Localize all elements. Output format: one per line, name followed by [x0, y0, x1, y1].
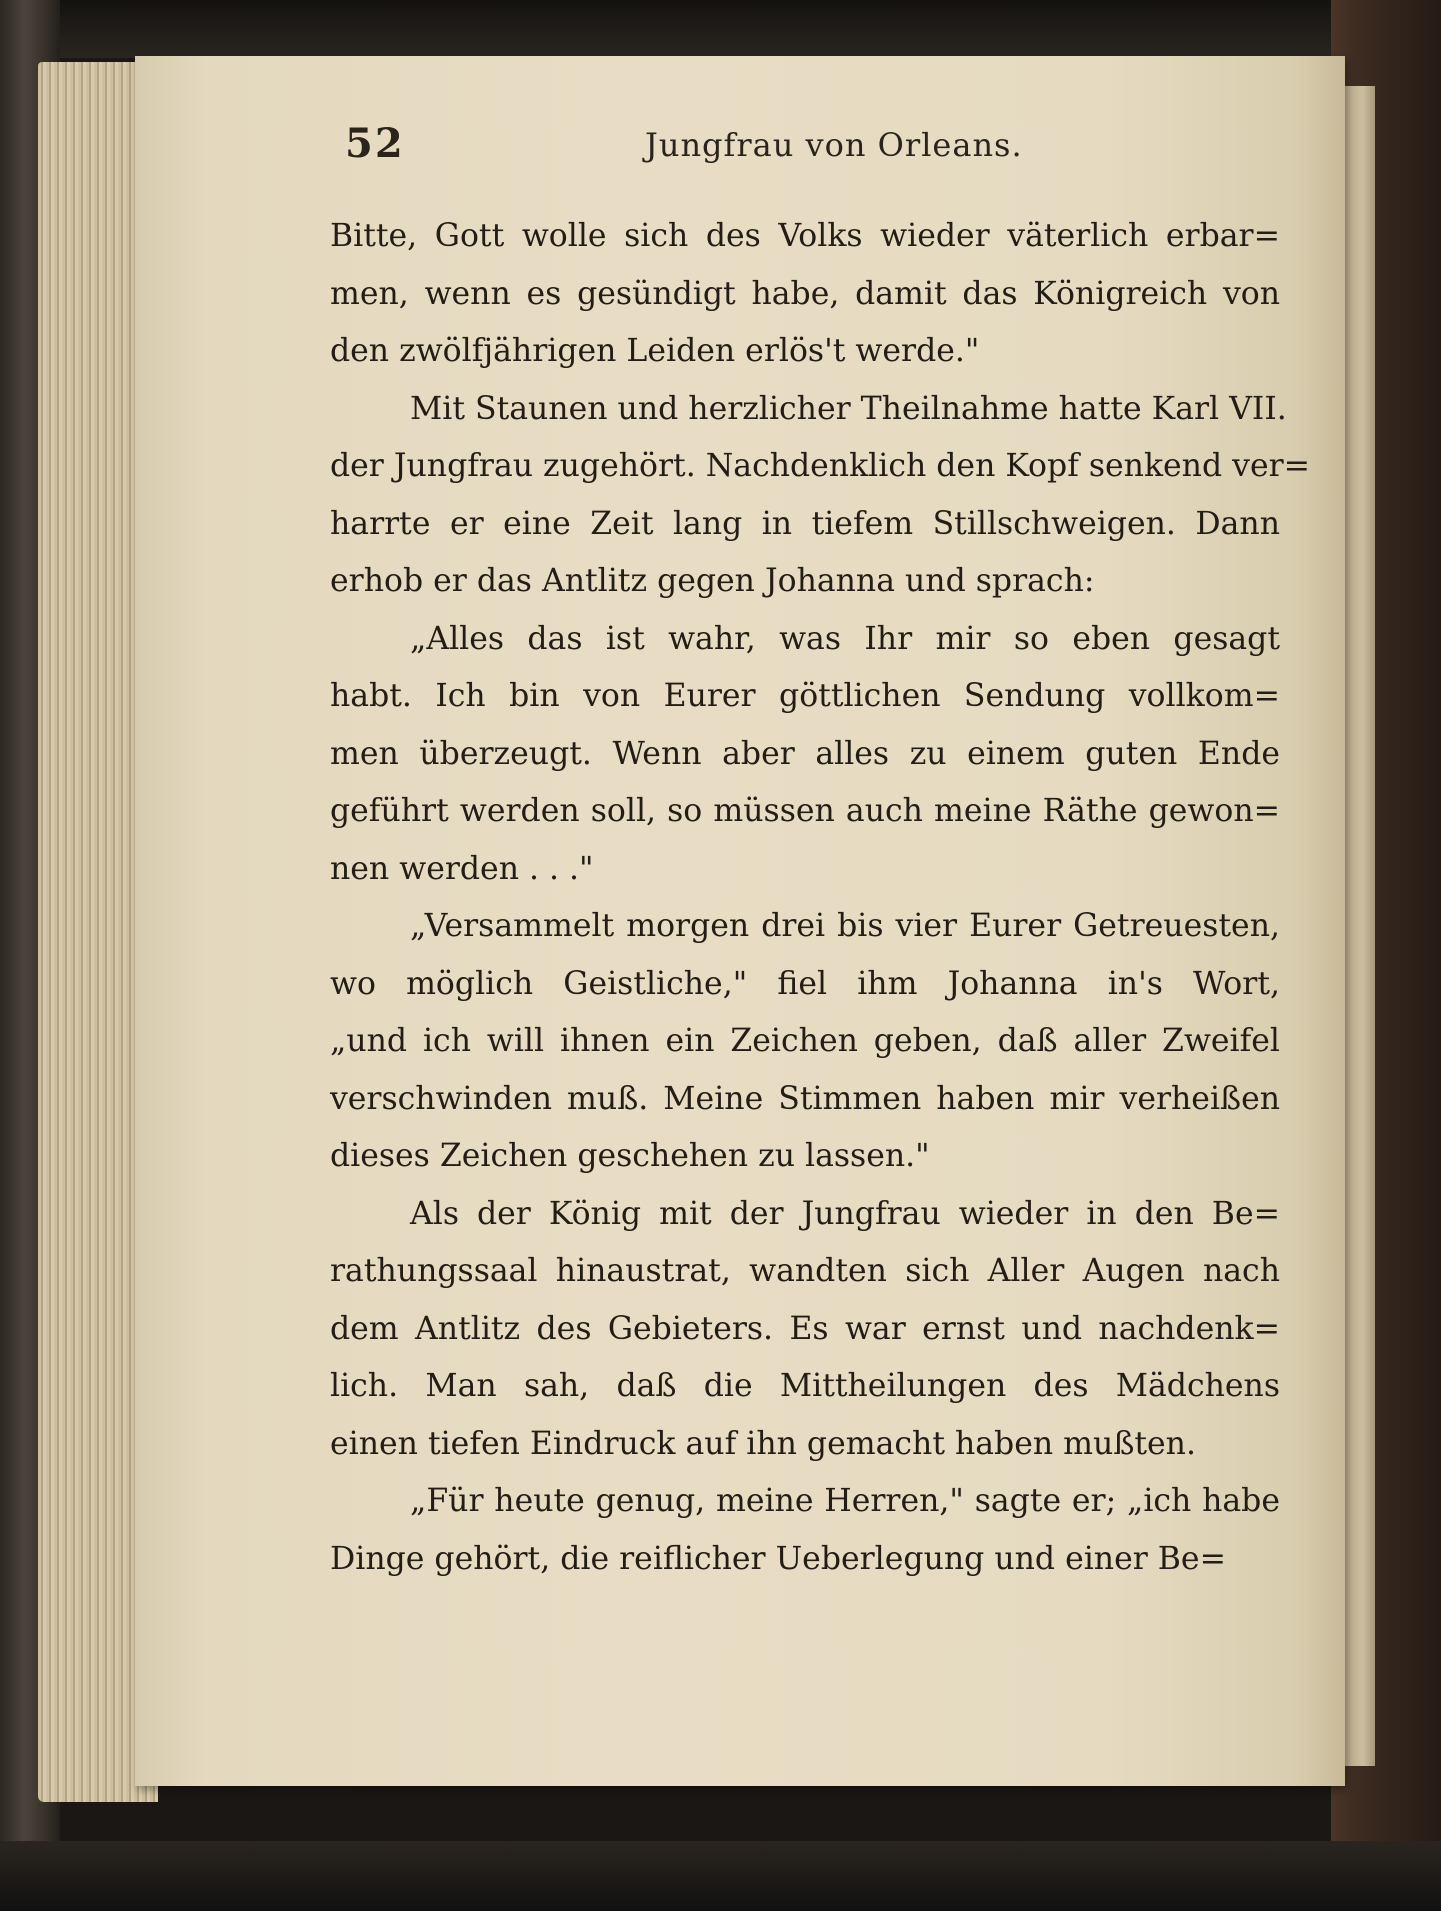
text-line: rathungssaal hinaustrat, wandten sich Aller Augen nach: [330, 1253, 1280, 1289]
page-header: [345, 120, 1105, 180]
text-line: habt. Ich bin von Eurer göttlichen Sendung vollkom=: [330, 678, 1280, 714]
text-line: der Jungfrau zugehört. Nachdenklich den Kopf senkend ver=: [330, 448, 1311, 484]
text-line: „und ich will ihnen ein Zeichen geben, daß aller Zweifel: [330, 1023, 1280, 1059]
text-line: Als der König mit der Jungfrau wieder in den Be=: [410, 1195, 1280, 1232]
text-line: dem Antlitz des Gebieters. Es war ernst und nachdenk=: [330, 1310, 1280, 1347]
page-number: 52: [345, 120, 405, 167]
paragraph: [330, 1473, 1280, 1588]
text-line: „Alles das ist wahr, was Ihr mir so eben gesagt: [410, 620, 1280, 657]
text-line: lich. Man sah, daß die Mittheilungen des Mädchens: [330, 1368, 1280, 1404]
text-line: nen werden . . .": [330, 850, 594, 887]
text-line: wo möglich Geistliche," fiel ihm Johanna in's Wort,: [330, 965, 1280, 1002]
text-line: men überzeugt. Wenn aber alles zu einem guten Ende: [330, 735, 1280, 772]
body-text: [330, 208, 1311, 1588]
text-line: erhob er das Antlitz gegen Johanna und sprach:: [330, 563, 1095, 599]
paragraph: [330, 1186, 1280, 1474]
text-line: den zwölfjährigen Leiden erlös't werde.": [330, 333, 980, 369]
book-cover-bottom: [0, 1841, 1441, 1911]
paragraph: [330, 898, 1280, 1186]
text-line: einen tiefen Eindruck auf ihn gemacht haben mußten.: [330, 1425, 1196, 1462]
text-line: dieses Zeichen geschehen zu lassen.": [330, 1138, 930, 1174]
paragraph: [330, 611, 1280, 899]
running-title: Jungfrau von Orleans.: [645, 126, 1023, 164]
paragraph: [330, 208, 1280, 381]
text-line: harrte er eine Zeit lang in tiefem Stillschweigen. Dann: [330, 505, 1280, 542]
text-line: men, wenn es gesündigt habe, damit das Königreich von: [330, 275, 1280, 312]
text-line: verschwinden muß. Meine Stimmen haben mir verheißen: [330, 1080, 1280, 1117]
text-line: Dinge gehört, die reiflicher Ueberlegung und einer Be=: [330, 1540, 1226, 1577]
text-line: „Versammelt morgen drei bis vier Eurer Getreuesten,: [410, 908, 1280, 944]
facing-page-edge: [1345, 86, 1375, 1766]
text-line: geführt werden soll, so müssen auch meine Räthe gewon=: [330, 793, 1280, 829]
text-line: Mit Staunen und herzlicher Theilnahme hatte Karl VII.: [410, 390, 1287, 427]
text-line: „Für heute genug, meine Herren," sagte er; „ich habe: [410, 1483, 1280, 1519]
text-line: Bitte, Gott wolle sich des Volks wieder väterlich erbar=: [330, 218, 1280, 254]
paragraph: [330, 381, 1311, 611]
book-cover-top: [0, 0, 1441, 58]
